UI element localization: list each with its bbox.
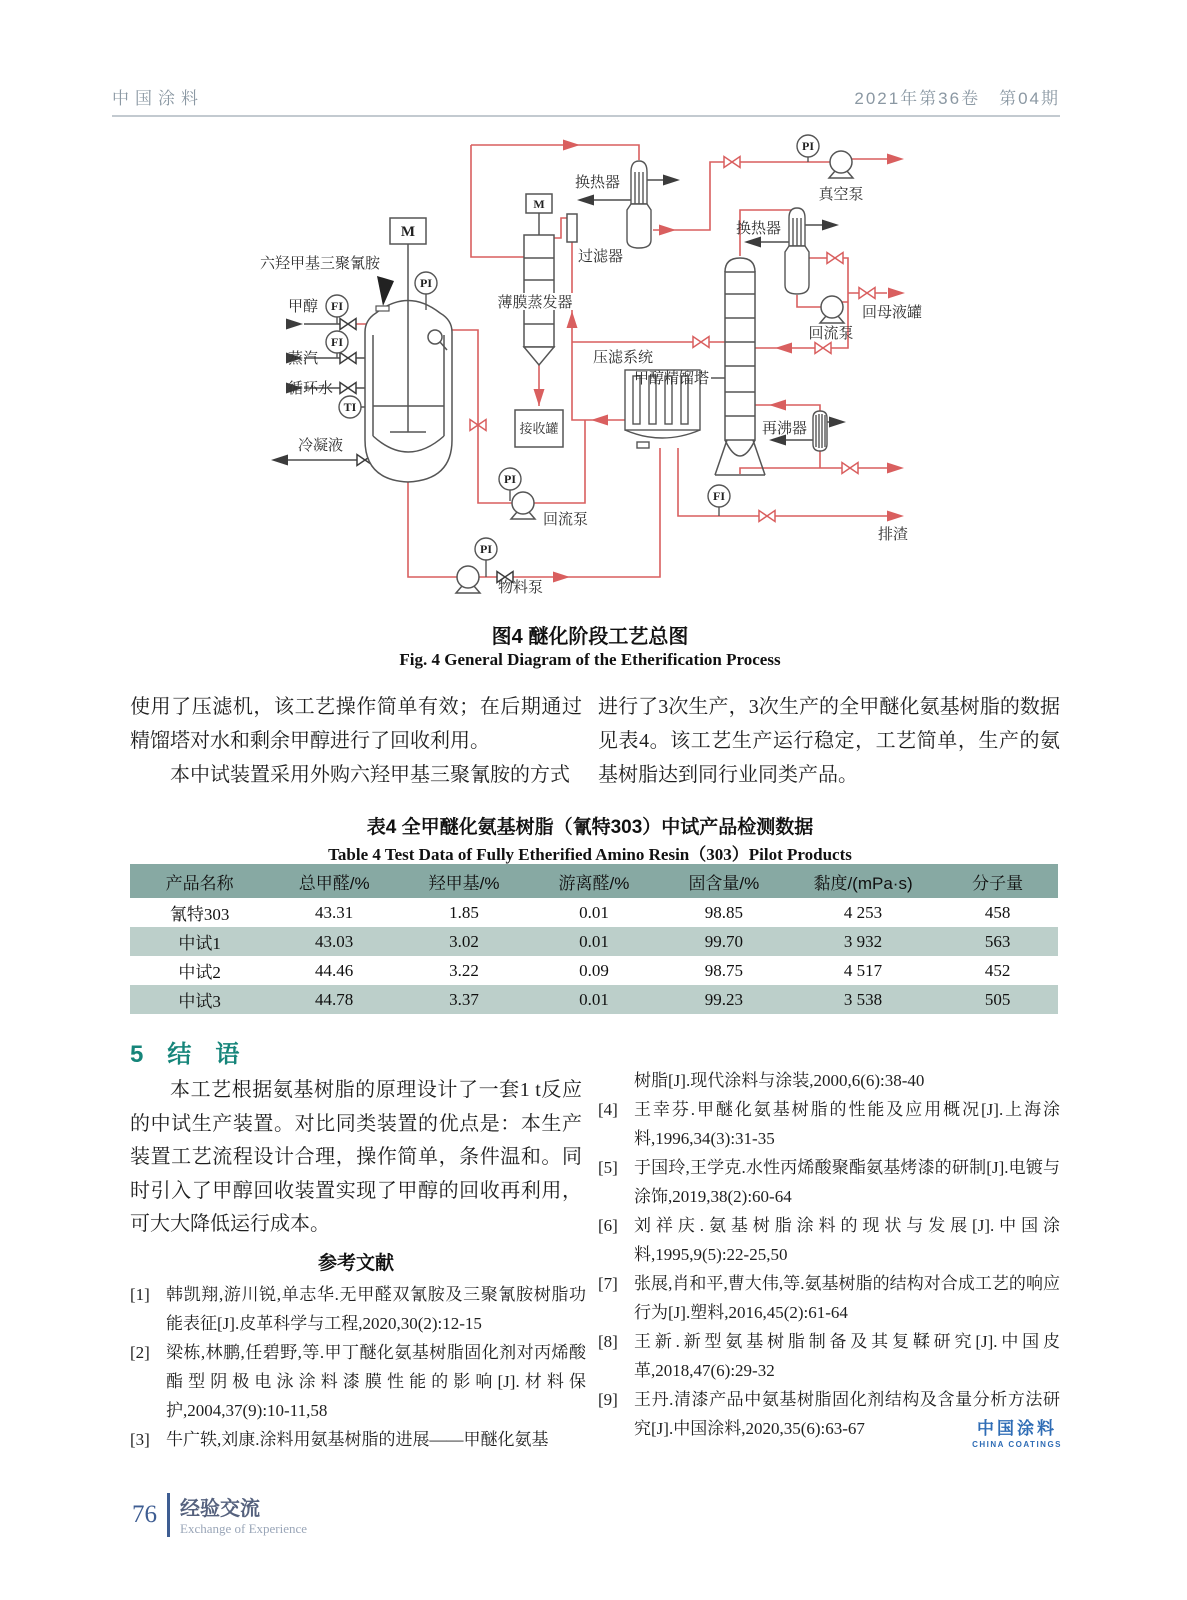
footer-divider [167,1493,170,1537]
body-right-column [598,690,1060,792]
reference-text: 牛广轶,刘康.涂料用氨基树脂的进展——甲醚化氨基 [166,1430,549,1449]
journal-logo [972,1414,1062,1449]
cell: 44.46 [315,960,354,980]
equipment-labels [260,173,922,596]
material-pump-symbol [456,566,480,593]
table-title-en: Table 4 Test Data of Fully Etherified Amino Resin（303）Pilot Products [328,845,852,864]
reboiler-label: 再沸器 [762,420,808,437]
heat-exchanger2-label: 换热器 [735,220,781,237]
col-header: 分子量 [937,864,1058,898]
fi-tag: FI [331,299,343,313]
reboiler-vessel [813,411,827,451]
reference-number: [3] [130,1430,150,1449]
cell: 3.37 [399,985,529,1014]
references-heading: 参考文献 [317,1253,394,1274]
reference-text: 王丹.清漆产品中氨基树脂固化剂结构及含量分析方法研究[J].中国涂料,2020,35(6):63-67 [634,1390,1060,1438]
references-right [598,1066,1060,1443]
condenser-2 [785,208,809,294]
pi-tag: PI [480,542,492,556]
cell: 43.31 [315,902,354,922]
fi-tag: FI [713,489,725,503]
reference-number: [9] [598,1390,618,1409]
section-heading-conclusion: 5 结 语 [130,1041,240,1068]
distillation-column [711,258,765,475]
reference-item [598,1153,1060,1211]
cell: 中试3 [130,985,269,1014]
process-flow-diagram [115,130,1065,612]
mother-liquor-tank-label: 回母液罐 [862,304,923,321]
reference-text: 张展,肖和平,曹大伟,等.氨基树脂的结构对合成工艺的响应行为[J].塑料,2016,45(2):61-64 [634,1274,1060,1322]
condenser-1 [627,161,651,248]
reference-item [130,1425,586,1454]
hexamethylol-melamine-label: 六羟甲基三聚氰胺 [259,255,381,272]
cell: 0.01 [579,902,609,922]
cell: 458 [984,902,1011,922]
cell: 98.75 [704,960,743,980]
cell: 98.85 [704,902,743,922]
reflux-pump2-symbol [820,296,844,323]
issue-info: 2021年第36卷 第04期 [854,89,1060,108]
reference-text: 王新.新型氨基树脂制备及其复鞣研究[J].中国皮革,2018,47(6):29-32 [634,1332,1060,1380]
reference-item [130,1280,586,1338]
col-header: 总甲醛/% [269,864,399,898]
footer-section-zh: 经验交流 [180,1498,260,1520]
feed-funnel [377,276,394,306]
cell: 中试2 [178,963,221,982]
col-header: 羟甲基/% [399,864,529,898]
reference-item [130,1338,586,1425]
footer-section [180,1492,307,1537]
cell: 3 538 [789,985,937,1014]
figure-caption-zh: 图4 醚化阶段工艺总图 [491,626,689,648]
thin-film-evaporator-label: 薄膜蒸发器 [497,294,573,311]
cell: 563 [937,927,1058,956]
cell: 0.01 [529,927,659,956]
figure-caption-en: Fig. 4 General Diagram of the Etherification Process [399,650,781,669]
table-row [130,927,1058,956]
fi-tag: FI [331,335,343,349]
cell: 4 517 [843,960,883,980]
press-filter-label: 压滤系统 [593,349,654,366]
pi-tag: PI [420,276,432,290]
methanol-column-label: 甲醇精馏塔 [633,370,709,387]
material-pump-label: 物料泵 [498,579,544,596]
cell: 452 [984,960,1011,980]
methanol-label: 甲醇 [287,298,318,315]
cell: 中试1 [130,927,269,956]
motor-tag: M [400,224,416,240]
reference-item [598,1211,1060,1269]
cell: 99.70 [659,927,789,956]
reference-text: 王幸芬.甲醚化氨基树脂的性能及应用概况[J].上海涂料,1996,34(3):31-35 [634,1100,1060,1148]
references-left [130,1280,586,1454]
page-number: 76 [132,1500,157,1528]
reflux-pump1-symbol [511,492,535,519]
col-header: 产品名称 [130,864,269,898]
cell: 0.01 [529,985,659,1014]
conclusion-paragraph: 本工艺根据氨基树脂的原理设计了一套1 t反应的中试生产装置。对比同类装置的优点是：本生产装置工艺流程设计合理，操作简单，条件温和。同时引入了甲醇回收装置实现了甲醇的回收再利用，可大大降低运行成本。 [130,1079,582,1235]
pi-tag: PI [504,472,516,486]
reference-number: [6] [598,1216,618,1235]
table-row [130,956,1058,985]
cell: 99.23 [659,985,789,1014]
table-header-row [130,864,1058,898]
cell: 氰特303 [169,905,230,924]
reference-item [598,1095,1060,1153]
reference-continuation: 树脂[J].现代涂料与涂装,2000,6(6):38-40 [634,1071,925,1090]
reference-item [598,1269,1060,1327]
motor-tag: M [533,197,545,211]
reference-text: 刘祥庆.氨基树脂涂料的现状与发展[J].中国涂料,1995,9(5):22-25,50 [634,1216,1060,1264]
filter-label: 过滤器 [578,248,624,265]
condensate-label: 冷凝液 [298,437,344,454]
cell: 44.78 [269,985,399,1014]
pi-tag: PI [802,139,814,153]
col-header: 固含量/% [659,864,789,898]
reference-number: [1] [130,1285,150,1304]
reflux-pump1-label: 回流泵 [543,511,589,528]
reference-text: 于国玲,王学克.水性丙烯酸聚酯氨基烤漆的研制[J].电镀与涂饰,2019,38(2):60-64 [634,1158,1060,1206]
cell: 4 253 [843,902,883,922]
page-header [112,84,1060,117]
reflux-pump2-label: 回流泵 [808,325,854,342]
logo-zh: 中国涂料 [977,1419,1058,1438]
ti-tag: TI [343,400,357,414]
reference-number: [2] [130,1343,150,1362]
reference-number: [5] [598,1158,618,1177]
cell: 0.09 [579,960,609,980]
body-left-column [130,690,582,792]
reference-number: [4] [598,1100,618,1119]
table-row [130,985,1058,1014]
paragraph: 本中试装置采用外购六羟甲基三聚氰胺的方式 [170,764,570,786]
filter-vessel [567,214,577,242]
cell: 1.85 [449,902,479,922]
cell: 3.22 [449,960,479,980]
heat-exchanger1-label: 换热器 [574,174,620,191]
vacuum-pump-label: 真空泵 [818,186,864,203]
logo-en: CHINA COATINGS [972,1440,1062,1449]
reference-number: [7] [598,1274,618,1293]
col-header: 游离醛/% [529,864,659,898]
slag-discharge-label: 排渣 [878,526,909,543]
reference-text: 梁栋,林鹏,任碧野,等.甲丁醚化氨基树脂固化剂对丙烯酸酯型阴极电泳涂料漆膜性能的影响[J].材料保护,2004,37(9):10-11,58 [166,1343,586,1420]
feed-nozzle [376,306,389,311]
receiving-tank-label: 接收罐 [519,421,559,436]
col-header: 黏度/(mPa·s) [789,864,937,898]
steam-label: 蒸汽 [287,350,318,367]
thin-film-evaporator [524,194,554,365]
page-footer [132,1492,307,1537]
cell: 3 932 [789,927,937,956]
table-row [130,898,1058,927]
paragraph: 进行了3次生产，3次生产的全甲醚化氨基树脂的数据见表4。该工艺生产运行稳定，工艺简单，生产的氨基树脂达到同行业同类产品。 [598,696,1060,786]
cell: 43.03 [269,927,399,956]
paragraph: 使用了压滤机，该工艺操作简单有效；在后期通过精馏塔对水和剩余甲醇进行了回收利用。 [130,696,582,752]
cell: 505 [937,985,1058,1014]
circulating-water-label: 循环水 [287,380,333,397]
table-title-zh: 表4 全甲醚化氨基树脂（氰特303）中试产品检测数据 [366,817,814,838]
reference-number: [8] [598,1332,618,1351]
footer-section-en: Exchange of Experience [180,1521,308,1536]
etherification-process-svg [115,130,1065,612]
test-data-table [130,864,1058,1014]
reference-item [598,1327,1060,1385]
reference-text: 韩凯翔,游川锐,单志华.无甲醛双氰胺及三聚氰胺树脂功能表征[J].皮革科学与工程,2020,30(2):12-15 [166,1285,586,1333]
vacuum-pump-symbol [829,151,853,178]
journal-name: 中国涂料 [112,89,204,108]
cell: 3.02 [399,927,529,956]
